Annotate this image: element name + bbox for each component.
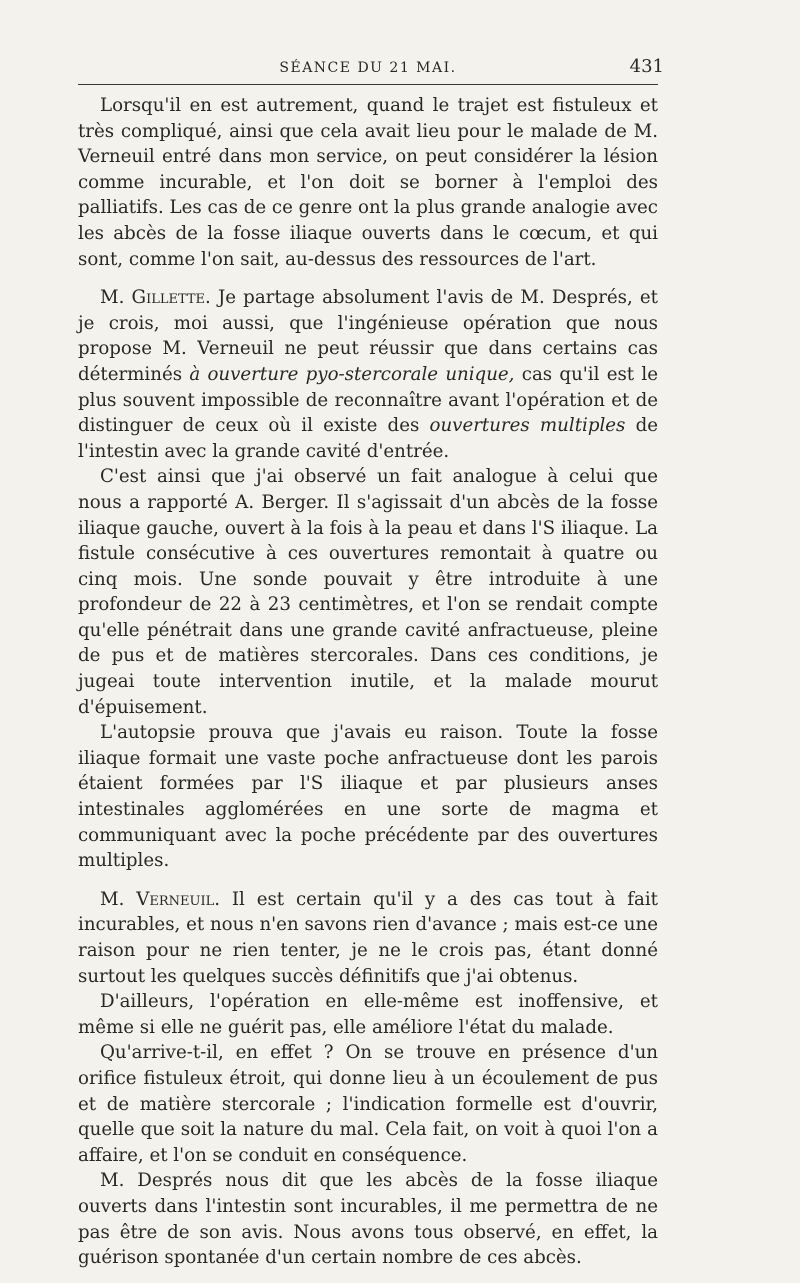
page-number: 431 [629,56,664,77]
running-title: SÉANCE DU 21 MAI. [279,60,457,76]
paragraph-text: de l'intestin avec la grande cavité d'entrée. [78,415,658,462]
paragraph [78,285,658,464]
paragraph: D'ailleurs, l'opération en elle-même est inoffensive, et même si elle ne guérit pas, elle améliore l'état du malade. [78,991,658,1038]
page [78,50,664,1271]
paragraph-text: Il est certain qu'il y a des cas tout à fait incurables, et nous n'en savons rien d'avance ; mais est-ce une raison pour ne rien tenter, je ne le crois pas, étant donné surtout les quelques succès définitifs que j'ai obtenus. [78,888,658,987]
paragraph-text: Je partage absolument l'avis de M. Després, et je crois, moi aussi, que l'ingénieuse opération que nous propose M. Verneuil ne peut réussir que dans certains cas déterminés [78,287,658,385]
paragraph: Qu'arrive-t-il, en effet ? On se trouve en présence d'un orifice fistuleux étroit, qui donne lieu à un écoulement de pus et de matière stercorale ; l'indication formelle est d'ouvrir, quelle que soit la nature du mal. Cela fait, on voit à quoi l'on a affaire, et l'on se conduit en conséquence. [78,1042,658,1166]
page-header [78,50,664,84]
paragraph-text: cas qu'il est le plus souvent impossible de reconnaître avant l'opération et de distinguer de ceux où il existe des [78,363,658,437]
speaker-name: M. Verneuil. [100,888,221,910]
paragraph: M. Després nous dit que les abcès de la fosse iliaque ouverts dans l'intestin sont incurables, il me permettra de ne pas être de son avis. Nous avons tous observé, en effet, la guérison spontanée d'un certain nombre de ces abcès. [78,1170,658,1269]
paragraph: C'est ainsi que j'ai observé un fait analogue à celui que nous a rapporté A. Berger. Il s'agissait d'un abcès de la fosse iliaque gauche, ouvert à la fois à la peau et dans l'S iliaque. La fistule consécutive à ces ouvertures remontait à quatre ou cinq mois. Une sonde pouvait y être introduite à une profondeur de 22 à 23 centimètres, et l'on se rendait compte qu'elle pénétrait dans une grande cavité anfractueuse, pleine de pus et de matières stercorales. Dans ces conditions, je jugeai toute intervention inutile, et la malade mourut d'épuisement. [78,466,658,718]
page-body [78,93,658,1271]
paragraph [78,887,658,989]
emphasis: à ouverture pyo-stercorale unique, [189,363,515,385]
header-rule [78,84,658,85]
emphasis: ouvertures multiples [429,415,626,437]
speaker-name: M. Gillette. [100,287,211,309]
paragraph: Lorsqu'il en est autrement, quand le trajet est fistuleux et très compliqué, ainsi que cela avait lieu pour le malade de M. Verneuil entré dans mon service, on peut considérer la lésion comme incurable, et l'on doit se borner à l'emploi des palliatifs. Les cas de ce genre ont la plus grande analogie avec les abcès de la fosse iliaque ouverts dans le cœcum, et qui sont, comme l'on sait, au-dessus des ressources de l'art. [78,95,658,270]
paragraph: L'autopsie prouva que j'avais eu raison. Toute la fosse iliaque formait une vaste poche anfractueuse dont les parois étaient formées par l'S iliaque et par plusieurs anses intestinales agglomérées en une sorte de magma et communiquant avec la poche précédente par des ouvertures multiples. [78,722,658,872]
